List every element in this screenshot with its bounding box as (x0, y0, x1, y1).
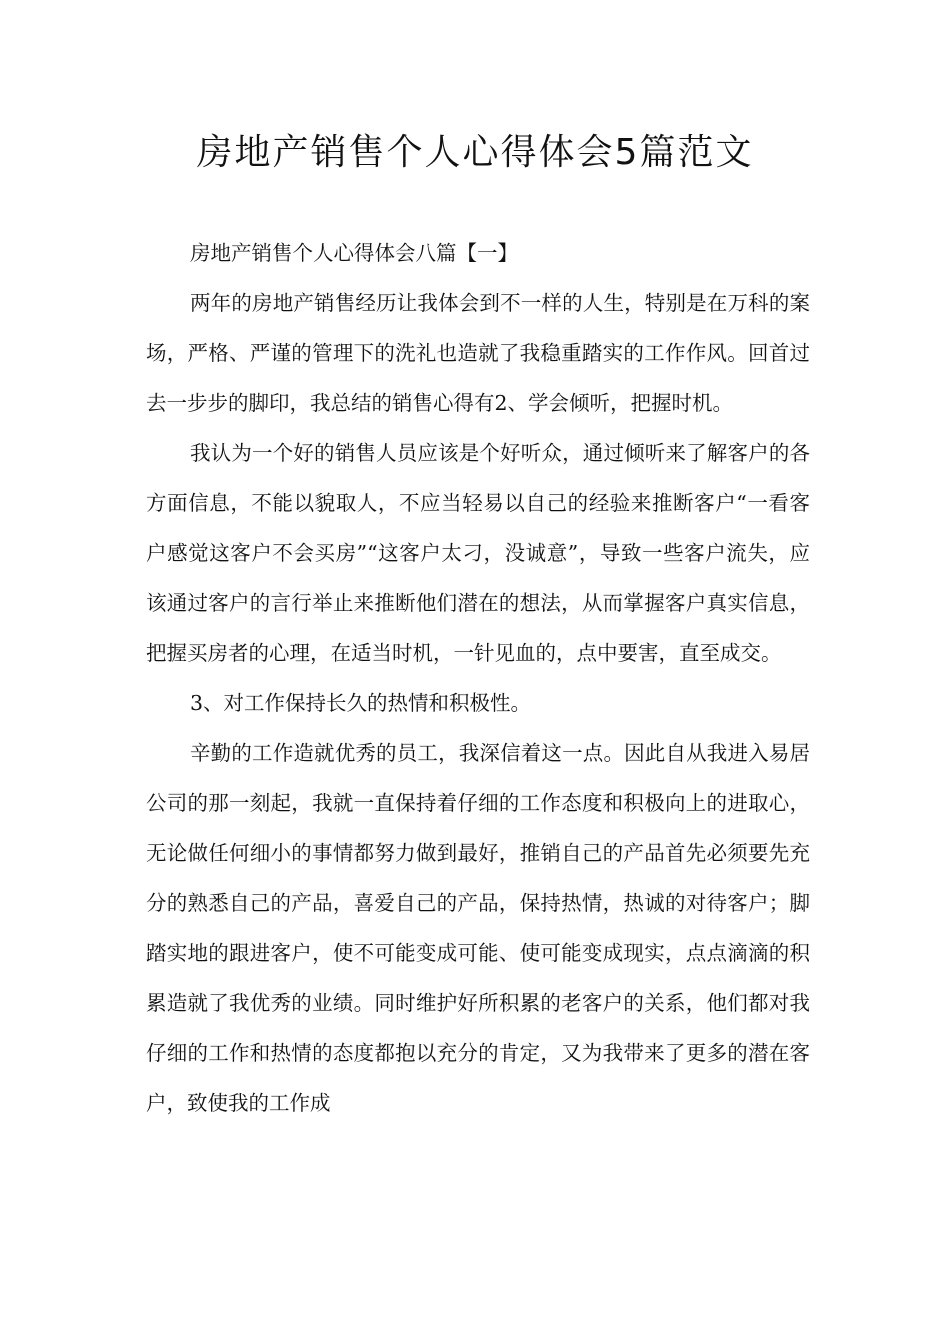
paragraph: 辛勤的工作造就优秀的员工，我深信着这一点。因此自从我进入易居公司的那一刻起，我就一直保持着仔细的工作态度和积极向上的进取心，无论做任何细小的事情都努力做到最好，推销自己的产品首先必须要先充分的熟悉自己的产品，喜爱自己的产品，保持热情，热诚的对待客户；脚踏实地的跟进客户，使不可能变成可能、使可能变成现实，点点滴滴的积累造就了我优秀的业绩。同时维护好所积累的老客户的关系，他们都对我仔细的工作和热情的态度都抱以充分的肯定，又为我带来了更多的潜在客户，致使我的工作成 (146, 741, 810, 1115)
document-body (146, 228, 810, 1128)
paragraph: 3、对工作保持长久的热情和积极性。 (190, 691, 532, 715)
paragraph: 我认为一个好的销售人员应该是个好听众，通过倾听来了解客户的各方面信息，不能以貌取人，不应当轻易以自己的经验来推断客户“一看客户感觉这客户不会买房”“这客户太刁，没诚意”，导致一些客户流失，应该通过客户的言行举止来推断他们潜在的想法，从而掌握客户真实信息，把握买房者的心理，在适当时机，一针见血的，点中要害，直至成交。 (146, 441, 810, 665)
section-heading: 房地产销售个人心得体会八篇【一】 (190, 241, 518, 265)
document-title: 房地产销售个人心得体会5篇范文 (196, 132, 754, 173)
paragraph: 两年的房地产销售经历让我体会到不一样的人生，特别是在万科的案场，严格、严谨的管理下的洗礼也造就了我稳重踏实的工作作风。回首过去一步步的脚印，我总结的销售心得有2、学会倾听，把握时机。 (146, 291, 810, 415)
